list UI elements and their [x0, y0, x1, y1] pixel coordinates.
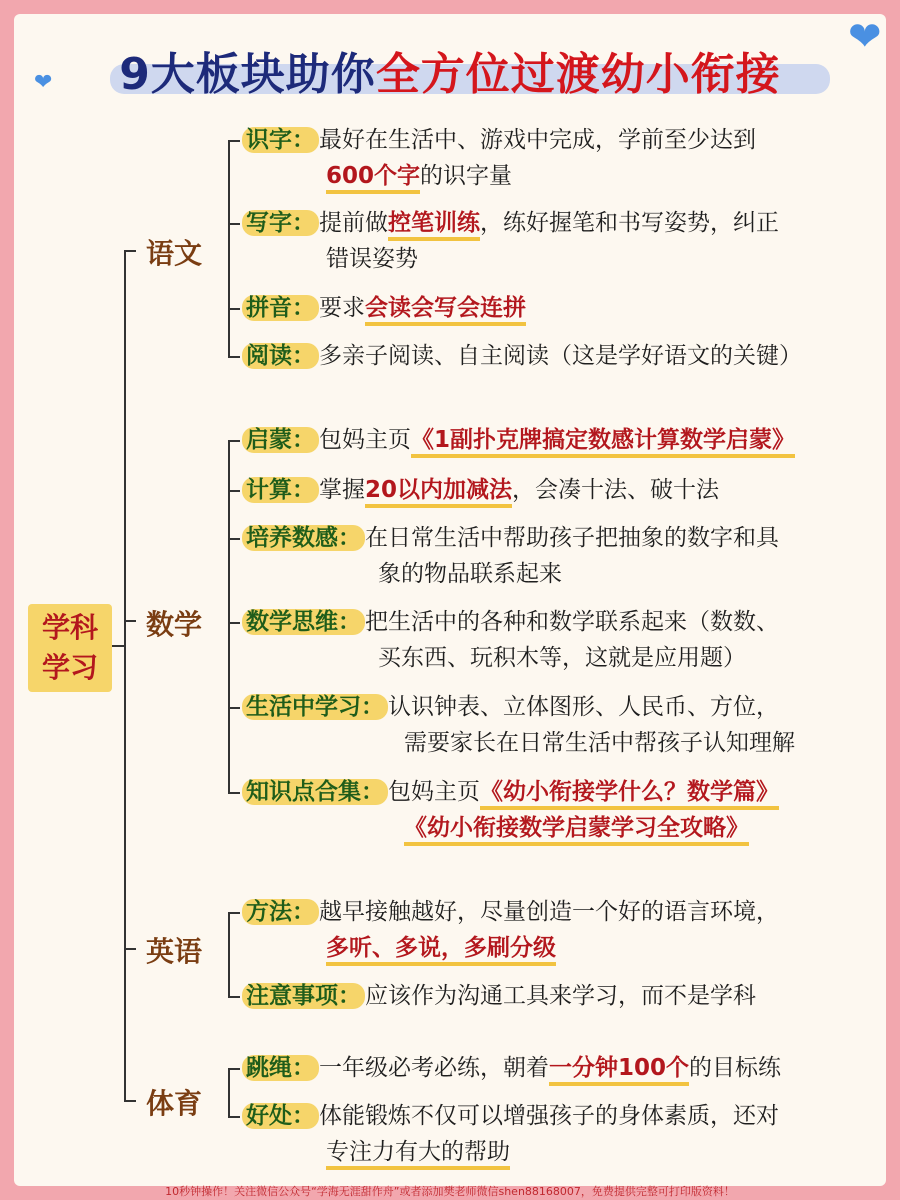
item-label: 阅读：: [242, 343, 319, 369]
item-fangfa: [242, 894, 779, 966]
item-highlight: 多听、多说，多刷分级: [326, 935, 556, 966]
item-highlight: 《幼小衔接数学启蒙学习全攻略》: [404, 815, 749, 846]
item-text: 应该作为沟通工具来学习，而不是学科: [365, 983, 756, 1009]
leaf-connector: [228, 538, 240, 540]
branch-connector: [124, 620, 136, 622]
subject-english: 英语: [146, 935, 203, 968]
item-text: 认识钟表、立体图形、人民币、方位，: [388, 694, 779, 720]
item-highlight: 《幼小衔接学什么？数学篇》: [480, 779, 779, 810]
math-branch-line: [228, 440, 230, 792]
item-highlight: 控笔训练: [388, 210, 480, 241]
leaf-connector: [228, 1068, 240, 1070]
heart-icon: ❤: [34, 70, 53, 95]
leaf-connector: [228, 223, 240, 225]
item-text: 把生活中的各种和数学联系起来（数数、: [365, 609, 779, 635]
item-text: 多亲子阅读、自主阅读（这是学好语文的关键）: [319, 343, 802, 369]
item-label: 启蒙：: [242, 427, 319, 453]
root-connector: [112, 645, 124, 647]
item-text: 的目标练: [689, 1055, 782, 1081]
item-label: 方法：: [242, 899, 319, 925]
leaf-connector: [228, 996, 240, 998]
item-text: 在日常生活中帮助孩子把抽象的数字和具: [365, 525, 779, 551]
item-highlight: 20以内加减法: [365, 477, 512, 508]
item-haochu: [242, 1098, 779, 1170]
item-text: 包妈主页: [388, 779, 480, 805]
title-part1: 9大板块助你: [119, 49, 376, 100]
branch-connector: [124, 948, 136, 950]
item-highlight: 一分钟100个: [549, 1055, 689, 1086]
leaf-connector: [228, 792, 240, 794]
item-zhuyi: [242, 978, 756, 1014]
item-text: 一年级必考必练，朝着: [319, 1055, 549, 1081]
item-shizi: [242, 122, 756, 194]
footer-notice: 10秒钟操作！关注微信公众号“学海无涯甜作舟”或者添加樊老师微信shen88168007，免费提供完整可打印版资料！: [165, 1185, 735, 1198]
item-text: 买东西、玩积木等，这就是应用题）: [378, 645, 746, 671]
item-xiezi: [242, 205, 779, 277]
item-siwei: [242, 604, 779, 676]
item-label: 生活中学习：: [242, 694, 388, 720]
item-label: 跳绳：: [242, 1055, 319, 1081]
leaf-connector: [228, 490, 240, 492]
item-text: 要求: [319, 295, 365, 321]
item-text: 越早接触越好，尽量创造一个好的语言环境，: [319, 899, 779, 925]
item-text: ，练好握笔和书写姿势，纠正: [480, 210, 779, 236]
item-label: 识字：: [242, 127, 319, 153]
item-qimeng: [242, 422, 795, 458]
leaf-connector: [228, 356, 240, 358]
item-text: 掌握: [319, 477, 365, 503]
page-title: [0, 38, 900, 102]
leaf-connector: [228, 912, 240, 914]
item-label: 写字：: [242, 210, 319, 236]
root-line1: 学科: [41, 611, 98, 644]
item-text: 需要家长在日常生活中帮孩子认知理解: [404, 730, 795, 756]
leaf-connector: [228, 1116, 240, 1118]
item-shugan: [242, 520, 779, 592]
item-label: 拼音：: [242, 295, 319, 321]
heart-icon: ❤: [848, 14, 882, 60]
english-branch-line: [228, 912, 230, 996]
pe-branch-line: [228, 1068, 230, 1116]
item-text: 的识字量: [420, 163, 513, 189]
root-node: [28, 604, 112, 692]
branch-connector: [124, 1100, 136, 1102]
item-text: 专注力有大的帮助: [326, 1139, 510, 1170]
item-text: 最好在生活中、游戏中完成，学前至少达到: [319, 127, 756, 153]
item-label: 知识点合集：: [242, 779, 388, 805]
title-part2: 全方位过渡幼小衔接: [375, 49, 781, 100]
leaf-connector: [228, 440, 240, 442]
chinese-branch-line: [228, 140, 230, 356]
item-shenghuo: [242, 689, 795, 761]
item-label: 数学思维：: [242, 609, 365, 635]
subject-chinese: 语文: [146, 237, 203, 270]
item-tiaosheng: [242, 1050, 781, 1086]
subject-pe: 体育: [146, 1087, 203, 1120]
root-line2: 学习: [41, 651, 98, 684]
item-text: 体能锻炼不仅可以增强孩子的身体素质，还对: [319, 1103, 779, 1129]
item-highlight: 600个字: [326, 163, 420, 194]
subject-math: 数学: [146, 608, 203, 641]
item-label: 注意事项：: [242, 983, 365, 1009]
branch-connector: [124, 250, 136, 252]
leaf-connector: [228, 140, 240, 142]
item-pinyin: [242, 290, 526, 326]
item-label: 计算：: [242, 477, 319, 503]
item-text: 包妈主页: [319, 427, 411, 453]
item-jisuan: [242, 472, 719, 508]
item-highlight: 会读会写会连拼: [365, 295, 526, 326]
item-yuedu: [242, 338, 802, 374]
leaf-connector: [228, 707, 240, 709]
item-text: 错误姿势: [326, 246, 418, 272]
item-text: 提前做: [319, 210, 388, 236]
item-label: 好处：: [242, 1103, 319, 1129]
item-zhishi: [242, 774, 779, 846]
item-highlight: 《1副扑克牌搞定数感计算数学启蒙》: [411, 427, 795, 458]
leaf-connector: [228, 308, 240, 310]
trunk-line: [124, 250, 126, 1102]
item-label: 培养数感：: [242, 525, 365, 551]
item-text: ，会凑十法、破十法: [512, 477, 720, 503]
item-text: 象的物品联系起来: [378, 561, 562, 587]
leaf-connector: [228, 622, 240, 624]
